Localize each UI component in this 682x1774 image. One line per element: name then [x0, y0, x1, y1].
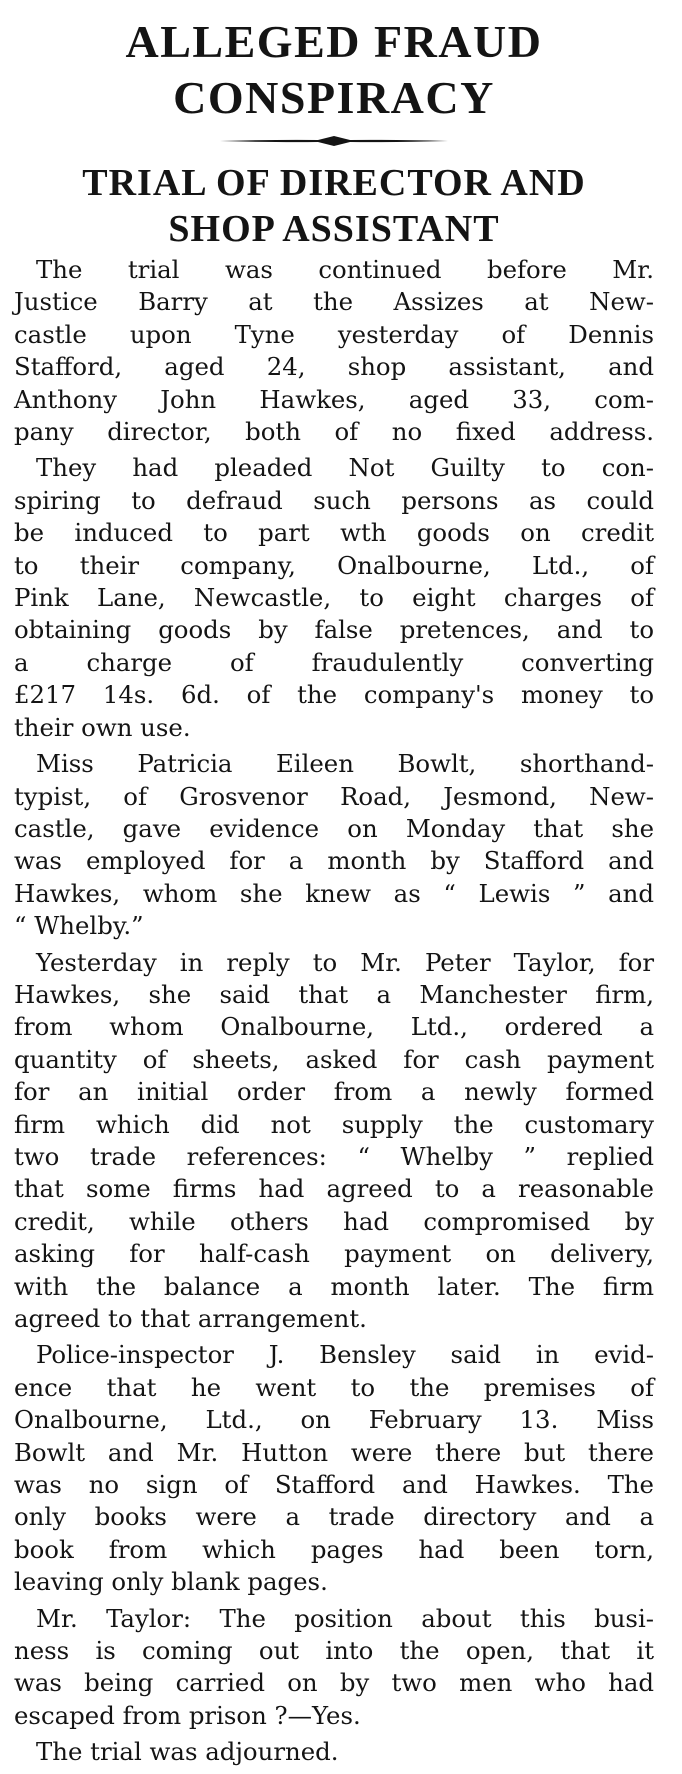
headline-line-1: ALLEGED FRAUD: [125, 16, 543, 67]
text-line: Yesterday in reply to Mr. Peter Taylor, for: [36, 947, 654, 977]
text-line: Hawkes, she said that a Manchester firm,: [14, 979, 654, 1009]
headline-line-2: CONSPIRACY: [173, 72, 495, 123]
text-line: The trial was adjourned.: [36, 1737, 339, 1767]
text-line: Police-inspector J. Bensley said in evid-: [36, 1340, 654, 1370]
text-line: Miss Patricia Eileen Bowlt, shorthand-: [36, 749, 654, 779]
text-line: agreed to that arrangement.: [14, 1304, 367, 1333]
ornamental-divider: [14, 126, 654, 156]
text-line: spiring to defraud such persons as could: [14, 485, 654, 515]
text-line: pany director, both of no fixed address.: [14, 417, 654, 447]
text-line: book from which pages had been torn,: [14, 1534, 654, 1564]
text-line: Onalbourne, Ltd., on February 13. Miss: [14, 1405, 654, 1435]
text-line: ness is coming out into the open, that it: [14, 1636, 654, 1666]
text-line: firm which did not supply the customary: [14, 1109, 654, 1139]
text-line: with the balance a month later. The firm: [14, 1271, 654, 1301]
text-line: Anthony John Hawkes, aged 33, com-: [14, 384, 654, 414]
text-line: The trial was continued before Mr.: [36, 255, 654, 284]
text-line: for an initial order from a newly formed: [14, 1077, 654, 1107]
paragraph-6: [14, 1603, 654, 1733]
text-line: two trade references: “ Whelby ” replied: [14, 1141, 654, 1171]
text-line: ence that he went to the premises of: [14, 1372, 654, 1402]
text-line: escaped from prison ?—Yes.: [14, 1700, 361, 1730]
text-line: a charge of fraudulently converting: [14, 647, 654, 677]
text-line: was no sign of Stafford and Hawkes. The: [14, 1470, 654, 1500]
text-line: castle upon Tyne yesterday of Dennis: [14, 319, 654, 349]
paragraph-3: [14, 748, 654, 942]
subheadline: [14, 160, 654, 252]
text-line: be induced to part wth goods on credit: [14, 518, 654, 548]
diamond-rule-icon: [220, 134, 448, 148]
text-line: Stafford, aged 24, shop assistant, and: [14, 352, 654, 382]
text-line: credit, while others had compromised by: [14, 1206, 654, 1236]
paragraph-5: [14, 1339, 654, 1598]
text-line: leaving only blank pages.: [14, 1567, 328, 1597]
subheadline-line-2: SHOP ASSISTANT: [168, 208, 500, 250]
paragraph-4: [14, 947, 654, 1336]
subheadline-line-1: TRIAL OF DIRECTOR AND: [82, 162, 586, 204]
paragraph-2: [14, 452, 654, 744]
text-line: Bowlt and Mr. Hutton were there but there: [14, 1437, 654, 1467]
paragraph-1: [14, 254, 654, 448]
text-line: They had pleaded Not Guilty to con-: [36, 453, 654, 483]
text-line: asking for half-cash payment on delivery,: [14, 1239, 654, 1269]
text-line: was being carried on by two men who had: [14, 1668, 654, 1698]
text-line: to their company, Onalbourne, Ltd., of: [14, 550, 654, 580]
paragraph-7: [14, 1736, 654, 1768]
text-line: obtaining goods by false pretences, and to: [14, 615, 654, 645]
text-line: was employed for a month by Stafford and: [14, 846, 654, 876]
text-line: Mr. Taylor: The position about this busi-: [36, 1603, 654, 1633]
article-body: [14, 254, 654, 1769]
text-line: that some firms had agreed to a reasonable: [14, 1174, 654, 1204]
text-line: their own use.: [14, 712, 191, 742]
text-line: £217 14s. 6d. of the company's money to: [14, 680, 654, 710]
news-article: [14, 14, 654, 1769]
text-line: typist, of Grosvenor Road, Jesmond, New-: [14, 781, 654, 811]
text-line: castle, gave evidence on Monday that she: [14, 813, 654, 843]
text-line: “ Whelby.”: [14, 911, 144, 941]
text-line: Hawkes, whom she knew as “ Lewis ” and: [14, 878, 654, 908]
text-line: Pink Lane, Newcastle, to eight charges of: [14, 583, 654, 613]
text-line: quantity of sheets, asked for cash payment: [14, 1044, 654, 1074]
text-line: only books were a trade directory and a: [14, 1502, 654, 1532]
headline: [14, 14, 654, 126]
text-line: Justice Barry at the Assizes at New-: [14, 287, 654, 317]
text-line: from whom Onalbourne, Ltd., ordered a: [14, 1012, 654, 1042]
